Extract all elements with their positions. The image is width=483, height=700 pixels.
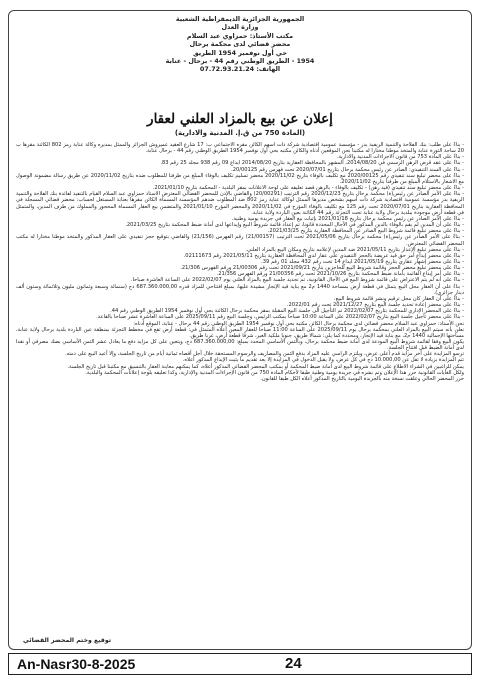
- body-paragraph: نحن الأستاذ: حمزاوي عبد السلام محضر قضائي لدى محكمة برحال الكائن مكتبه بحي أول نوفمبر 1954 الطريق الوطني رقم 44 برحال - عنابة، الموقع أدناه:: [133, 320, 464, 327]
- body-paragraph: يمكن للراغبين في الشراء الاطلاع على قائمة شروط البيع لدى أمانة ضبط المحكمة أو بمكتب المحضر القضائي المذكور أعلاه، كما يمكنهم معاينة العقار بالتنسيق مع مكتبنا قبل تاريخ الجلسة.: [67, 363, 464, 370]
- header-line: الجمهورية الجزائرية الديمقراطية الشعبية: [175, 15, 305, 23]
- announcement-body: [16, 142, 464, 632]
- header-line: حي أول نوفمبر 1954 الطريق: [193, 48, 287, 57]
- body-paragraph: تتم المزايدة بزيادة لا تقل عن 10.000,00 دج في كل عرض، ولا يقبل الدخول في المزايدة إلا بعد تقديم ما يثبت الإيداع المذكور أعلاه.: [182, 357, 464, 364]
- header-line: محضر قضائي لدى محكمة برحال: [189, 40, 291, 49]
- body-paragraph: حرر المحضر الحالي وعلقت نسخة منه بالجريدة اليومية بالتاريخ المذكور أعلاه الكل طبقا للقانون.: [260, 375, 464, 382]
- document-frame: [8, 10, 472, 650]
- signature-line: توقيع وختم المحضر القضائي: [23, 637, 112, 644]
- body-paragraph: - بناءً على المادة 753 من قانون الاجراءات المدنية والادارية.: [336, 154, 464, 161]
- body-paragraph: نعلن بأنه سيتم البيع بالمزاد العلني بمحكمة برحال يوم 2025/09/11 على الساعة 11:00 صباحا للعقار المعين أعلاه المتمثل في: قطعة أرض تقع في مخطط التجزئة بمنطقة عين الباردة بلدية برحال ولاية عنابة، مساحتها الإجمالية 1440 م2، مع بناية قيد الإنجاز، ومحددة كما يلي: شمالا طريق، جنوبا ملكية الغير، شرقا قطعة أرض، غربا طريق.: [16, 326, 464, 339]
- body-paragraph: - بناءً على عقد قرض الرهن الرسمي في 2014/08/20، المشهر بالمحافظة العقارية بتاريخ 2014/08/20 ايداع 09 رقم 938 مجلد 25 رقم 83.: [160, 160, 464, 167]
- body-paragraph: - بناءً على الأمر الصادر عن رئيس(ة) محكمة برحال بتاريخ 2021/05/06 تحت الترتيب (21/00157) رقم الفهرس (21/156) والقاضي بتوقيع حجز تنفيذي على العقار المذكور والمتخذ موطنا مختارا له مكتب المحضر القضائي المعترض.: [16, 234, 464, 247]
- body-paragraph: يكون البيع وفقا لقائمة شروط البيع المودعة لدى أمانة ضبط محكمة برحال، وبالثمن الأساسي المحدد بمبلغ: 687.360.000,00 دج، ويتعين على كل مزايد دفع ما يعادل عشر الثمن الأساسي بصك مصرفي أو نقدا لدى أمانة الضبط قبل افتتاح الجلسة.: [16, 339, 464, 352]
- body-paragraph: - بناءً على السند التنفيذي: الصادر عن رئيس محكمة برحال بتاريخ 2020/07/01 تحت فهرس رقم 20/00125.: [231, 166, 464, 173]
- body-paragraph: - بناءً على الأمر الصادر عن رئيس(ة) محكمة برحال بتاريخ 2020/12/23 رقم الترتيب (20/00291) والقاضي بالإذن للمحضر القضائي المعترض الاستاذ حمزاوي عبد السلام القيام بالتنفيذ لفائدة بنك الفلاحة والتنمية الريفية بدر مؤسسة عمومية اقتصادية شركة ذات أسهم بشخص مديرها الممثل لوكالة عنابة رمز 802 ضد المطلوب ضدهم المؤسسة المسماة الكائن مقرها بعنابة المستغل لحساب: محضر قضائي المسجلة في المحافظة العقارية بتاريخ 2020/07/01 تحت رقم 125 مع تكليف بالوفاء المؤرخ في 2020/11/02 والمحضر المؤرخ 2021/01/10 والمتضمن بيع العقار المسماة المحجوز والمملوك من طرف المدين، والمتمثل في قطعة أرض موجودة ببلدية برحال ولاية عنابة تحت التجزئة رقم 44 الكائنة بعين الباردة ولاية عنابة.: [16, 191, 464, 216]
- body-paragraph: - بناءً على المحضر الإداري للمحكمة بتاريخ 2022/02/07 تم التأجيل الى جلسة البيع المقبلة بمقر محكمة برحال الكائنة بحي أول نوفمبر 1954 الطريق الوطني رقم 44.: [110, 308, 464, 315]
- issue-code: An-Nasr30-8-2025: [17, 656, 136, 672]
- body-paragraph: - بناءً على محضر إعادة تحديد جلسة البيع بتاريخ 2021/12/27 تحت رقم 2022/01.: [286, 302, 464, 309]
- body-paragraph: - بناءً على محضر تبليغ سند تنفيذي رقم 2020/00125 مع تكليف بالوفاء بتاريخ 2020/11/02 محضر تسليم تكليف بالوفاء المبلغ من طرفنا للمطلوب ضده بتاريخ 2020/11/02 عن طريق رسالة مضمونة الوصول مع الاشعار بالاستلام المبلغ من طرفنا بتاريخ 2020/11/02.: [16, 172, 464, 185]
- body-paragraph: - بناءً على محضر إيداع أمر حق قيد عريضة بالحجز التنفيذي على عقار لدى المحافظة العقارية بتاريخ 2021/05/11 رقم 02111673.: [183, 252, 464, 259]
- body-paragraph: - بناءً على محضر تبليغ قائمة شروط البيع الصادر عن المحافظة العقارية بتاريخ 2021/03/25.: [267, 228, 464, 235]
- body-paragraph: ترسو المزايدة على آخر مزايد قدم أعلى عرض، ويلتزم الراسي عليه المزاد بدفع الثمن والمصاريف والرسوم المستحقة خلال أجل أقصاه ثمانية أيام من تاريخ الجلسة، وإلا أعيد البيع على ذمته.: [64, 351, 464, 358]
- body-paragraph: - بناءً على محضر تبليغ الإعذار بتاريخ 2021/05/11 ضد المدين لإعلامه بتاريخ ومكان البيع بالمزاد العلني.: [245, 246, 464, 253]
- body-paragraph: - بناءً على أن المدين لم يقم بالوفاء بالدين المذكور في الآجال المحددة قانونا، تم إعداد قائمة شروط البيع وإيداعها لدى أمانة ضبط المحكمة بتاريخ 2021/03/25.: [125, 222, 464, 229]
- body-paragraph: - بناءً على الأمر الصادر عن رئيس محكمة برحال بتاريخ 2021/01/18 بإثبات بيع العقار في جريدة يومية وطنية.: [231, 215, 464, 222]
- announcement-title: إعلان عن بيع بالمزاد العلني لعقار: [147, 111, 333, 127]
- page-number: 24: [285, 655, 302, 672]
- header-line: 1954 - الطريق الوطني رقم 44 - برحال - عنابة: [165, 57, 315, 66]
- body-paragraph: - بناءً على أنه لم يتم الاعتراض على قائمة شروط البيع في الآجال القانونية، تم تحديد جلسة البيع بالمزاد العلني يوم 2022/02/07 على الساعة العاشرة صباحا.: [130, 277, 464, 284]
- body-paragraph: - بناءً على طلب: بنك الفلاحة والتنمية الريفية بدر - مؤسسة عمومية اقتصادية شركة ذات أسهم الكائن مقره الاجتماعي ب: 17 شارع العقيد عميروش الجزائر والممثل بمديره وكالة عنابة رمز 802 الكائنة مقرها ب 20 ساحة الثورة عنابة والمتخذ موطنا مختارا له مكتبنا نحن الموقعين أدناه والكائن مكتبه بحي أول نوفمبر 1954 الطريق الوطني رقم 44 - برحال عنابة.: [16, 142, 464, 155]
- body-paragraph: - بناءً على محضر تبليغ سند تنفيذي (قيد رهن) - تكليف بالوفاء - بالرهن قصد تعليقه على لوحة الاعلانات بمقر البلدية - المحكمة بتاريخ 2021/01/10.: [152, 185, 464, 192]
- body-paragraph: - بناءً على محضر تأجيل جلسة البيع بتاريخ 2022/02/07 على الساعة 10:00 صباحا بمكتب الرئيس، وجلسة البيع رقم 2025/09/11 على الساعة العاشرة عشر صباحا بالقاعة.: [96, 314, 464, 321]
- page-footer: [8, 653, 472, 675]
- body-paragraph: ولكل الغايات القانونية حرر هذا الإعلان وتم نشره في جريدة يومية وطنية طبقا لأحكام المادة 750 من قانون الإجراءات المدنية والإدارية، وكذا تعليقه بلوحة إعلانات المحكمة والبلدية.: [85, 369, 464, 376]
- body-paragraph: - بناءً على أن العقار كان محل ترقيم ونشر قائمة شروط البيع.: [334, 295, 464, 302]
- header-line: مكتب الأستاذ: حمزاوي عبد السلام: [186, 31, 294, 40]
- body-paragraph: - بناءً على أمر إيداع القائمة بأمانة ضبط المحكمة بتاريخ 2021/10/26 تحت رقم 21/00356 ورقم الفهرس 21/356.: [216, 271, 464, 278]
- header-line: الهاتف: 07.72.93.21.24: [199, 65, 281, 74]
- header-line: وزارة العدل: [221, 23, 259, 32]
- body-paragraph: - بناءً على أن العقار محل البيع يتمثل في قطعة أرض بمساحة 1440 م2 مع بناية قيد الإنجاز مشيدة عليها، بمبلغ افتتاحي للمزاد قدره 687.360.000,00 دج (ستمائة وسبعة وثمانون مليون وثلاثمائة وستون ألف دينار جزائري).: [16, 283, 464, 296]
- body-paragraph: - بناءً على محضر تبليغ محضر الحجز وقائمة شروط البيع للحاجزين بتاريخ 2021/09/21 تحت رقم 21/00306 ورقم الفهرس 21/306.: [180, 265, 464, 272]
- document-header: [9, 15, 471, 74]
- announcement-subtitle: (المادة 750 من ق.إ. المدنية والادارية): [174, 129, 306, 137]
- body-paragraph: - بناءً على محضر إشهار عقاري بتاريخ 2021/05/19 ايداع 14 تحت رقم 432 مجلد 01 رقم 39.: [261, 258, 464, 265]
